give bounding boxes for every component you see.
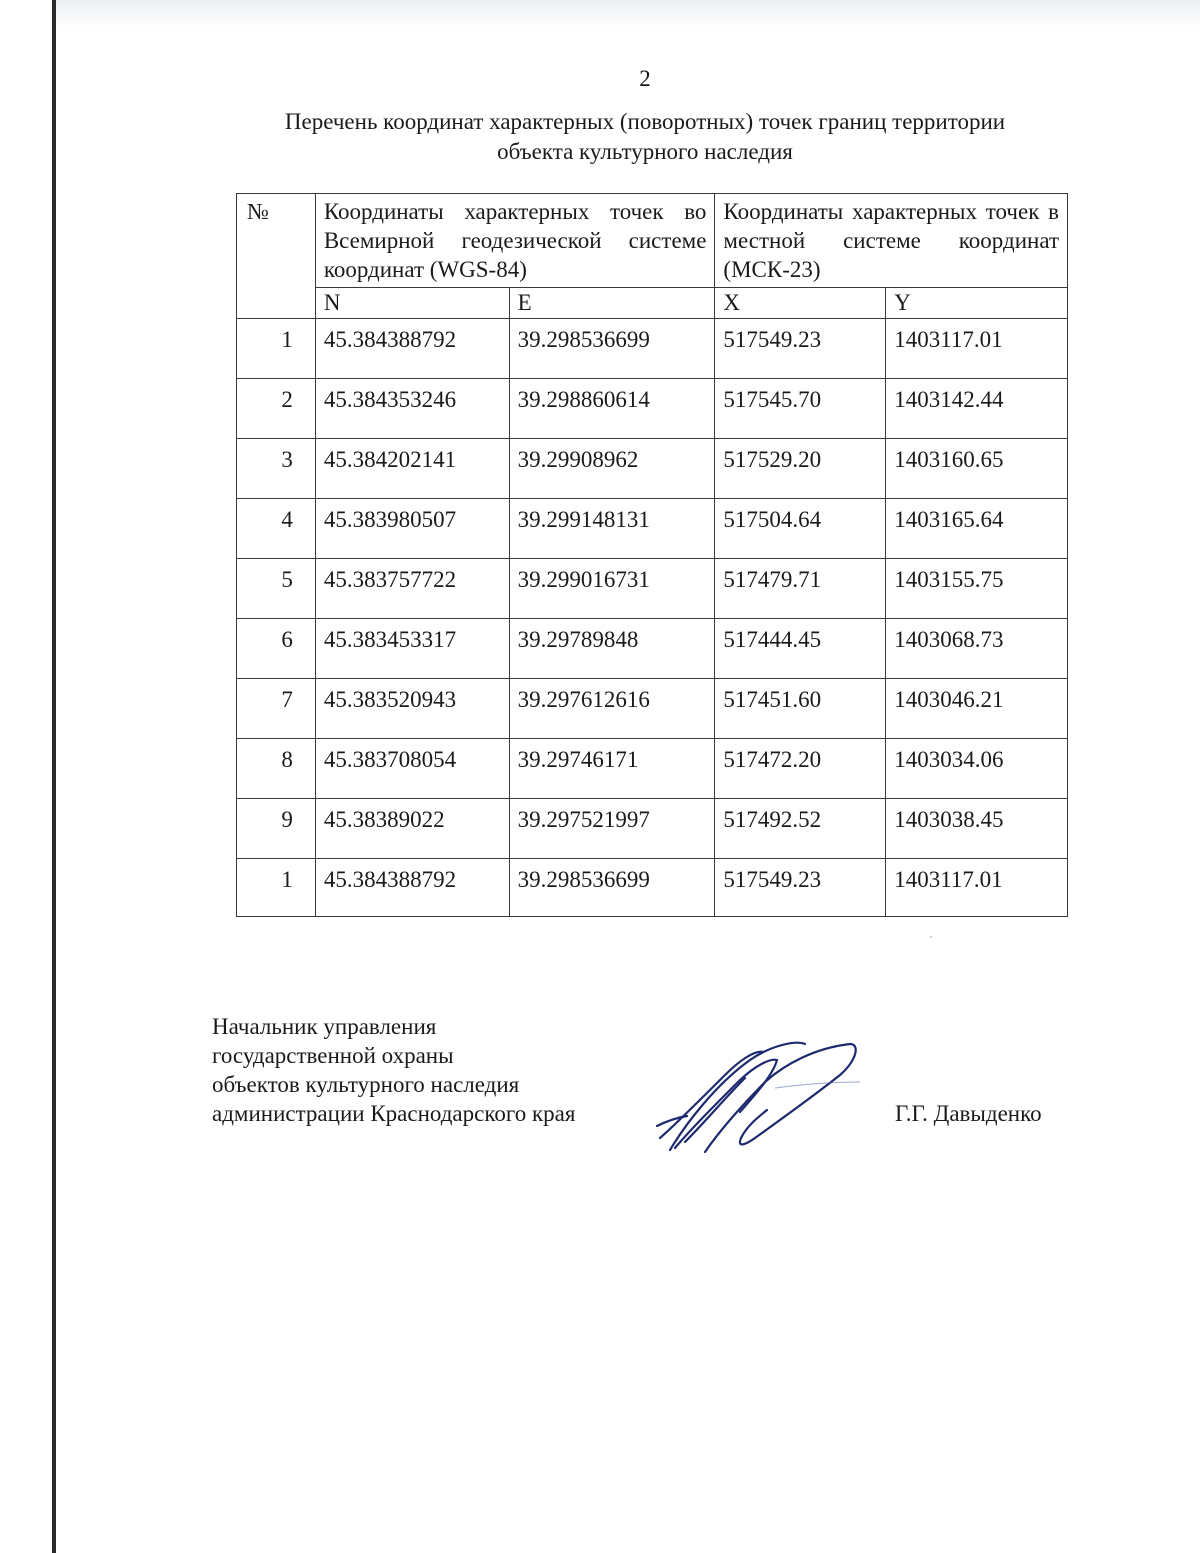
header-number: № [237, 194, 316, 319]
table-row [237, 679, 1068, 739]
table-row [237, 619, 1068, 679]
cell-n: 45.383757722 [315, 559, 509, 619]
table-header-row [237, 194, 1068, 288]
table-subheader-row [237, 288, 1068, 319]
header-msk23: Координаты характерных точек в местной системе координат (МСК-23) [715, 194, 1068, 288]
cell-y: 1403034.06 [886, 739, 1068, 799]
cell-e: 39.29746171 [509, 739, 715, 799]
cell-n: 45.383520943 [315, 679, 509, 739]
cell-y: 1403117.01 [886, 859, 1068, 917]
header-n: N [315, 288, 509, 319]
cell-y: 1403142.44 [886, 379, 1068, 439]
cell-y: 1403160.65 [886, 439, 1068, 499]
cell-x: 517549.23 [715, 319, 886, 379]
table-row [237, 379, 1068, 439]
cell-e: 39.299016731 [509, 559, 715, 619]
cell-x: 517549.23 [715, 859, 886, 917]
table-row [237, 859, 1068, 917]
scan-page-edge [52, 0, 56, 1553]
cell-e: 39.29908962 [509, 439, 715, 499]
header-wgs84: Координаты характерных точек во Всемирной геодезической системе координат (WGS-84) [315, 194, 715, 288]
cell-n: 45.384388792 [315, 859, 509, 917]
table-row [237, 739, 1068, 799]
cell-number: 2 [237, 379, 316, 439]
cell-y: 1403038.45 [886, 799, 1068, 859]
signatory-position [212, 1012, 575, 1128]
cell-number: 5 [237, 559, 316, 619]
cell-y: 1403165.64 [886, 499, 1068, 559]
cell-x: 517504.64 [715, 499, 886, 559]
cell-number: 3 [237, 439, 316, 499]
cell-e: 39.298536699 [509, 319, 715, 379]
scan-speck [930, 936, 932, 938]
cell-number: 1 [237, 319, 316, 379]
cell-number: 4 [237, 499, 316, 559]
coordinates-table [236, 193, 1068, 917]
position-line-4: администрации Краснодарского края [212, 1101, 576, 1126]
table-row [237, 499, 1068, 559]
cell-x: 517545.70 [715, 379, 886, 439]
title-line-2: объекта культурного наследия [497, 139, 793, 164]
cell-number: 1 [237, 859, 316, 917]
cell-number: 6 [237, 619, 316, 679]
cell-n: 45.383980507 [315, 499, 509, 559]
position-line-2: государственной охраны [212, 1043, 454, 1068]
cell-number: 8 [237, 739, 316, 799]
handwritten-signature [645, 1030, 875, 1160]
cell-n: 45.383453317 [315, 619, 509, 679]
cell-e: 39.298860614 [509, 379, 715, 439]
cell-n: 45.383708054 [315, 739, 509, 799]
page-number: 2 [639, 66, 651, 91]
header-e: E [509, 288, 715, 319]
cell-n: 45.38389022 [315, 799, 509, 859]
cell-y: 1403046.21 [886, 679, 1068, 739]
position-line-3: объектов культурного наследия [212, 1072, 520, 1097]
cell-y: 1403117.01 [886, 319, 1068, 379]
cell-e: 39.299148131 [509, 499, 715, 559]
cell-x: 517479.71 [715, 559, 886, 619]
cell-number: 7 [237, 679, 316, 739]
header-y: Y [886, 288, 1068, 319]
document-title [0, 107, 1200, 167]
cell-n: 45.384388792 [315, 319, 509, 379]
cell-x: 517444.45 [715, 619, 886, 679]
cell-x: 517451.60 [715, 679, 886, 739]
cell-number: 9 [237, 799, 316, 859]
table-row [237, 439, 1068, 499]
cell-y: 1403068.73 [886, 619, 1068, 679]
header-x: X [715, 288, 886, 319]
cell-x: 517492.52 [715, 799, 886, 859]
cell-e: 39.29789848 [509, 619, 715, 679]
scan-top-shadow [56, 0, 1200, 28]
cell-e: 39.297612616 [509, 679, 715, 739]
cell-y: 1403155.75 [886, 559, 1068, 619]
table-row [237, 799, 1068, 859]
cell-n: 45.384353246 [315, 379, 509, 439]
cell-e: 39.297521997 [509, 799, 715, 859]
signer-name: Г.Г. Давыденко [895, 1101, 1042, 1126]
cell-n: 45.384202141 [315, 439, 509, 499]
table-row [237, 559, 1068, 619]
title-line-1: Перечень координат характерных (поворотных) точек границ территории [284, 109, 1006, 134]
cell-x: 517472.20 [715, 739, 886, 799]
cell-e: 39.298536699 [509, 859, 715, 917]
cell-x: 517529.20 [715, 439, 886, 499]
table-row [237, 319, 1068, 379]
position-line-1: Начальник управления [212, 1014, 437, 1039]
